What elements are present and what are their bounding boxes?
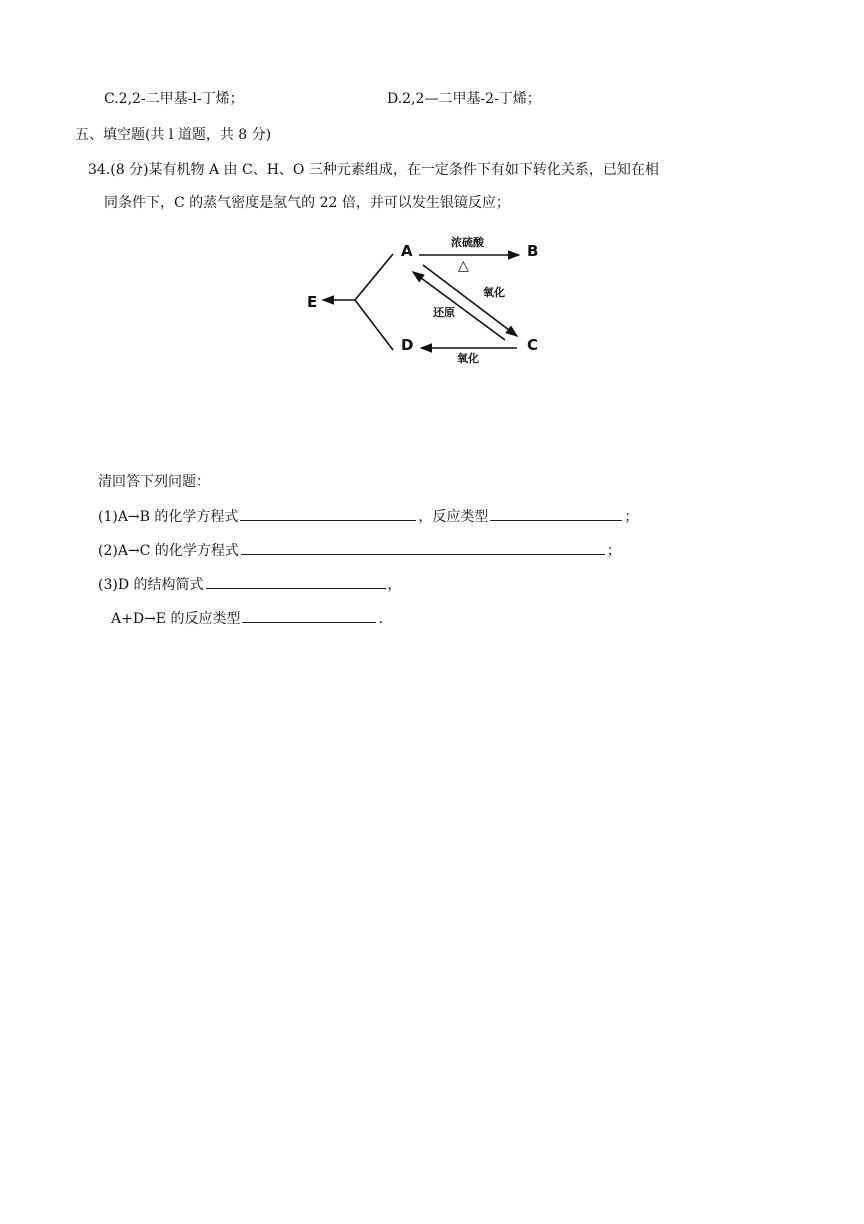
reaction-diagram	[305, 232, 545, 364]
arrow-c-to-a	[413, 272, 505, 340]
label-a-to-b-condition: △	[458, 258, 469, 274]
answer-prompt: 清回答下列问题：	[98, 474, 210, 490]
question-1-end: ；	[624, 509, 639, 525]
label-a-to-c: 氧化	[483, 286, 505, 299]
option-c: C.2,2-二甲基-l-丁烯；	[104, 91, 244, 107]
question-1-label: (1)A→B 的化学方程式	[98, 509, 239, 525]
answer-blank-4[interactable]	[242, 608, 376, 623]
option-d: D.2,2—二甲基-2-丁烯；	[387, 91, 541, 107]
question-3-label: (3)D 的结构简式	[98, 577, 204, 593]
question-1	[98, 506, 638, 526]
section-heading: 五、填空题(共 l 道题，共 8 分)	[75, 127, 272, 143]
answer-blank-2[interactable]	[241, 540, 605, 555]
question-1-mid: ，反应类型	[418, 509, 489, 525]
join-a-d	[355, 254, 393, 350]
answer-blank-1b[interactable]	[490, 506, 622, 521]
question-4-label: A+D→E 的反应类型	[111, 611, 241, 627]
question-4-end: .	[378, 611, 383, 627]
question-2-label: (2)A→C 的化学方程式	[98, 543, 239, 559]
node-c: C	[527, 336, 539, 354]
node-d: D	[401, 336, 414, 354]
answer-blank-3[interactable]	[206, 574, 386, 589]
question-2-end: ；	[606, 543, 621, 559]
answer-blank-1a[interactable]	[240, 506, 416, 521]
node-e: E	[307, 293, 318, 311]
question-2	[98, 540, 621, 560]
arrow-a-to-c	[423, 265, 517, 336]
node-b: B	[527, 242, 539, 260]
question-3-end: ，	[387, 577, 402, 593]
label-c-to-a: 还原	[433, 306, 455, 319]
question-line-1: 34.(8 分)某有机物 A 由 C、H、O 三种元素组成，在一定条件下有如下转化关系，已知在相	[88, 162, 659, 178]
question-3	[98, 574, 402, 594]
label-c-to-d: 氧化	[457, 352, 479, 364]
question-line-2: 同条件下，C 的蒸气密度是氢气的 22 倍，并可以发生银镜反应；	[104, 195, 510, 211]
node-a: A	[401, 242, 413, 260]
label-a-to-b-reagent: 浓硫酸	[451, 236, 484, 249]
question-4	[111, 608, 383, 628]
